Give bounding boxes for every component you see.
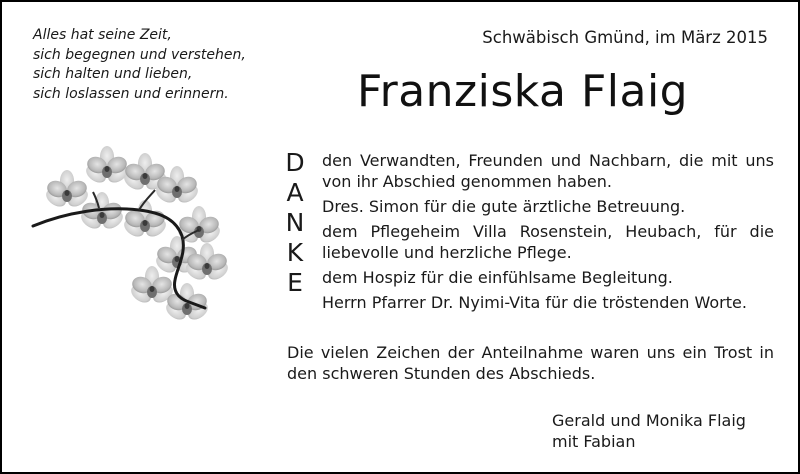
orchid-image — [27, 140, 232, 330]
poem-line: sich begegnen und verstehen, — [33, 46, 246, 63]
signature-line: mit Fabian — [552, 432, 636, 451]
thanks-item: den Verwandten, Freunden und Nachbarn, die mit uns von ihr Abschied genommen haben. — [322, 151, 774, 191]
thanks-list — [322, 150, 774, 317]
poem-line: Alles hat seine Zeit, — [33, 27, 172, 43]
closing-text: Die vielen Zeichen der Anteilnahme waren uns ein Trost in den schweren Stunden des Abschieds. — [287, 343, 774, 383]
deceased-name: Franziska Flaig — [357, 66, 689, 117]
signature-line: Gerald und Monika Flaig — [552, 411, 746, 430]
danke-letter: A — [286, 178, 304, 207]
danke-letter: D — [285, 148, 305, 177]
thanks-item: Dres. Simon für die gute ärztliche Betreuung. — [322, 197, 686, 216]
danke-letter: E — [287, 268, 303, 297]
thanks-item: dem Hospiz für die einfühlsame Begleitung. — [322, 268, 673, 287]
poem-line: sich halten und lieben, — [33, 66, 193, 82]
signature — [552, 410, 746, 452]
danke-letter: K — [286, 238, 304, 267]
place-date: Schwäbisch Gmünd, im März 2015 — [482, 28, 768, 47]
poem — [33, 26, 293, 104]
danke-letter: N — [285, 208, 305, 237]
danke-acrostic — [285, 148, 305, 298]
thanks-item: Herrn Pfarrer Dr. Nyimi-Vita für die tröstenden Worte. — [322, 293, 747, 312]
poem-line: sich loslassen und erinnern. — [33, 85, 229, 102]
thanks-item: dem Pflegeheim Villa Rosenstein, Heubach, für die liebevolle und herzliche Pflege. — [322, 222, 774, 262]
